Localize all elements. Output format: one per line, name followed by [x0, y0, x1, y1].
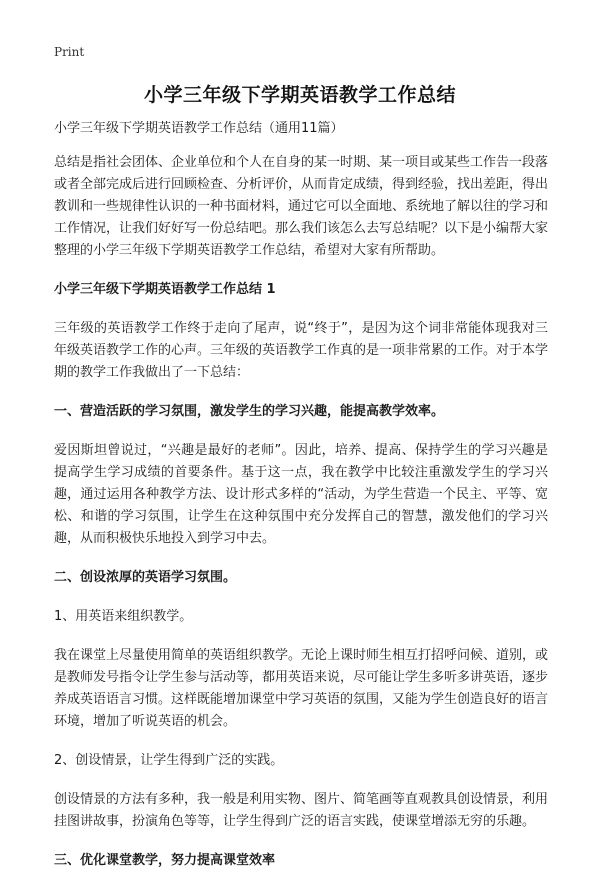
paragraph-4: 创设情景的方法有多种，我一般是利用实物、图片、简笔画等直观教具创设情景，利用挂图讲故事，扮演角色等等，让学生得到广泛的语言实践，使课堂增添无穷的乐趣。 [54, 792, 549, 829]
document-subtitle: 小学三年级下学期英语教学工作总结（通用11篇） [54, 121, 344, 136]
page-title: 小学三年级下学期英语教学工作总结 [143, 84, 456, 106]
section-title: 小学三年级下学期英语教学工作总结 1 [54, 282, 276, 297]
paragraph-2: 爱因斯坦曾说过，“兴趣是最好的老师”。因此，培养、提高、保持学生的学习兴趣是提高学生学习成绩的首要条件。基于这一点，我在教学中比较注重激发学生的学习兴趣，通过运用各种教学方法、设计形式多样的“活动，为学生营造一个民主、平等、宽松、和谐的学习氛围，让学生在这种氛围中充分发挥自己的智慧，激发他们的学习兴趣，从而积极快乐地投入到学习中去。 [54, 443, 548, 546]
document-body [54, 118, 548, 889]
list-item-2: 2、创设情景，让学生得到广泛的实践。 [54, 753, 284, 768]
heading-2: 二、创设浓厚的英语学习氛围。 [54, 570, 237, 585]
list-item-1: 1、用英语来组织教学。 [54, 609, 193, 624]
paragraph-1: 三年级的英语教学工作终于走向了尾声，说“终于”，是因为这个词非常能体现我对三年级英语教学工作的心声。三年级的英语教学工作真的是一项非常累的工作。对于本学期的教学工作我做出了一下总结： [54, 321, 549, 380]
heading-3: 三、优化课堂教学，努力提高课堂效率 [54, 853, 276, 868]
print-link[interactable]: Print [54, 45, 85, 59]
intro-paragraph: 总结是指社会团体、企业单位和个人在自身的某一时期、某一项目或某些工作告一段落或者全部完成后进行回顾检查、分析评价，从而肯定成绩，得到经验，找出差距，得出教训和一些规律性认识的一种书面材料，通过它可以全面地、系统地了解以往的学习和工作情况，让我们好好写一份总结吧。那么我们该怎么去写总结呢？以下是小编帮大家整理的小学三年级下学期英语教学工作总结，希望对大家有所帮助。 [54, 155, 549, 258]
heading-1: 一、营造活跃的学习氛围，激发学生的学习兴趣，能提高教学效率。 [54, 404, 445, 419]
paragraph-3: 我在课堂上尽量使用简单的英语组织教学。无论上课时师生相互打招呼问候、道别，或是教师发号指令让学生参与活动等，都用英语来说，尽可能让学生多听多讲英语，逐步养成英语语言习惯。这样既能增加课堂中学习英语的氛围，又能为学生创造良好的语言环境，增加了听说英语的机会。 [54, 648, 549, 729]
